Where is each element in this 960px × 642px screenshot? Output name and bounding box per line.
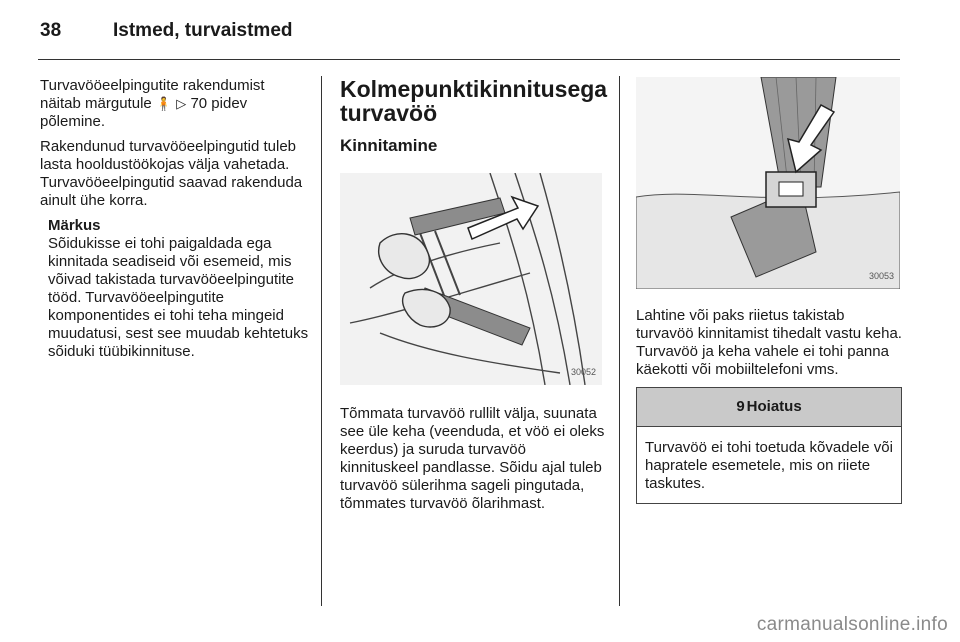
- page-title: Istmed, turvaistmed: [113, 20, 293, 41]
- figure-code: 30053: [868, 271, 894, 281]
- subsection-heading: Kinnitamine: [340, 136, 438, 155]
- warning-header: [637, 388, 901, 427]
- note-block: [40, 217, 310, 361]
- figure-buckle: [636, 77, 900, 289]
- note-text: Sõidukisse ei tohi paigaldada ega kinnitada seadiseid või esemeid, mis võivad takistada turvavööeelpingutite tööd. Turvavööeelpingutite komponentides ei tohi teha mingeid muudatusi, sest see muudab kehtetuks sõiduki tüübikinnituse.: [48, 235, 309, 360]
- warning-triangle-icon: 9: [736, 398, 745, 415]
- column-divider-1: [321, 76, 322, 606]
- figure-code: 30052: [570, 367, 596, 377]
- column-divider-2: [619, 76, 620, 606]
- header-divider: [38, 59, 900, 60]
- column-2: [340, 77, 608, 520]
- note-title: Märkus: [48, 217, 101, 234]
- warning-title: Hoiatus: [746, 398, 802, 415]
- clothing-notice: Lahtine või paks riietus takistab turvavöö kinnitamist tihedalt vastu keha. Turvavöö ja keha vahele ei tohi panna käekotti või mobiiltelefoni vms.: [636, 307, 902, 378]
- buckle-illustration: [636, 77, 900, 289]
- seatbelt-warning-icon: 🧍: [155, 96, 173, 111]
- page-header: [40, 18, 900, 58]
- paragraph-replacement: Rakendunud turvavööeelpingutid tuleb lasta hooldustöökojas välja vahetada. Turvavööeelpingutid saavad rakenduda ainult ühe korra.: [40, 138, 303, 209]
- warning-text: Turvavöö ei tohi toetuda kõvadele või hapratele esemetele, mis on riiete taskutes.: [645, 439, 893, 492]
- section-heading: Kolmepunktikinnitusega turvavöö: [340, 76, 608, 126]
- column-1: [40, 77, 310, 361]
- figure-fastening-belt: [340, 173, 602, 385]
- watermark: carmanualsonline.info: [756, 614, 948, 635]
- column-3: [636, 77, 902, 504]
- fastening-instructions: Tõmmata turvavöö rullilt välja, suunata see üle keha (veenduda, et vöö ei oleks keerdus) ja suruda turvavöö kinnituskeel pandlasse. Sõidu ajal tuleb turvavöö sülerihma sageli pingutada, tõmmates turvavöö õlarihmast.: [340, 405, 605, 512]
- paragraph-pretensioner-light: Turvavööeelpingutite rakendumist näitab märgutule 🧍 ▷ 70 pidev põlemine.: [40, 77, 265, 130]
- belt-illustration-1: [340, 173, 602, 385]
- warning-box: [636, 387, 902, 504]
- page-reference-icon: ▷: [176, 96, 187, 111]
- page-number: 38: [40, 20, 62, 41]
